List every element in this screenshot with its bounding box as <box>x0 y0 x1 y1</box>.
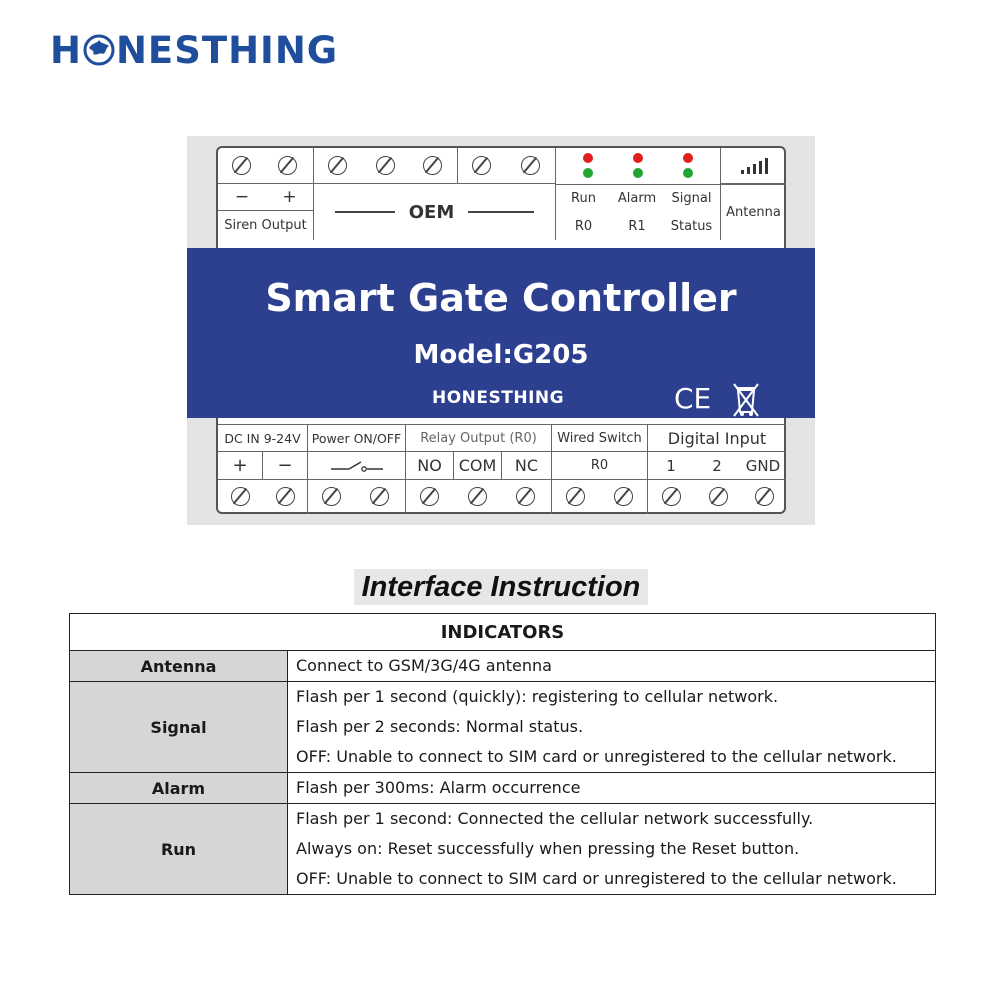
dc-plus-label: + <box>218 452 263 480</box>
siren-output-label: Siren Output <box>218 210 314 240</box>
indicator-description <box>288 651 936 682</box>
screw-terminal <box>521 156 540 175</box>
power-label: Power ON/OFF <box>308 424 406 452</box>
relay-nc-label: NC <box>502 452 552 480</box>
screw-terminal <box>516 487 535 506</box>
table-row <box>70 651 936 682</box>
digital-input-1-label: 1 <box>648 452 694 480</box>
screw-terminal <box>468 487 487 506</box>
relay-output-label: Relay Output (R0) <box>406 424 552 452</box>
description-line: Flash per 1 second (quickly): registering to cellular network. <box>296 687 779 706</box>
terminal-group-dc <box>218 480 308 514</box>
signal-bars-icon <box>720 148 786 184</box>
indicator-name: Alarm <box>70 773 288 804</box>
r0-label-top: R0 <box>574 218 593 234</box>
description-line: OFF: Unable to connect to SIM card or unregistered to the cellular network. <box>296 869 897 888</box>
terminal-group-wired <box>552 480 648 514</box>
led-group <box>556 148 720 184</box>
description-line: Flash per 1 second: Connected the cellular network successfully. <box>296 809 814 828</box>
globe-icon <box>83 34 115 66</box>
table-row <box>70 804 936 895</box>
siren-minus-label: − <box>234 187 250 207</box>
digital-input-2-label: 2 <box>694 452 740 480</box>
antenna-label: Antenna <box>720 184 786 240</box>
run-label: Run <box>556 184 611 212</box>
oem-area <box>314 184 556 240</box>
screw-terminal <box>662 487 681 506</box>
indicator-name: Antenna <box>70 651 288 682</box>
siren-plus-label: + <box>266 184 314 210</box>
screw-terminal <box>276 487 295 506</box>
screw-terminal <box>755 487 774 506</box>
device-diagram <box>187 136 815 525</box>
digital-input-gnd-label: GND <box>740 452 786 480</box>
screw-terminal <box>370 487 389 506</box>
alarm-label: Alarm <box>611 184 663 212</box>
screw-terminal <box>232 156 251 175</box>
description-line: Connect to GSM/3G/4G antenna <box>296 656 552 675</box>
relay-no-label: NO <box>406 452 454 480</box>
screw-terminal <box>420 487 439 506</box>
oem-line-right <box>468 211 534 213</box>
terminal-group-power <box>308 480 406 514</box>
description-line: Flash per 300ms: Alarm occurrence <box>296 778 581 797</box>
product-banner <box>187 248 815 418</box>
r1-label-top: R1 <box>628 218 646 234</box>
oem-line-left <box>335 211 395 213</box>
indicator-description <box>288 773 936 804</box>
relay-com-label: COM <box>454 452 502 480</box>
signal-led-red <box>683 153 693 163</box>
wired-switch-r0-label: R0 <box>552 452 648 480</box>
screw-terminal <box>709 487 728 506</box>
screw-terminal <box>376 156 395 175</box>
screw-terminal <box>328 156 347 175</box>
dc-in-label: DC IN 9-24V <box>218 424 308 452</box>
table-header-row <box>70 614 936 651</box>
run-led-green <box>583 168 593 178</box>
table-header: INDICATORS <box>70 614 936 651</box>
indicator-name: Signal <box>70 682 288 773</box>
terminal-group-oem-a <box>314 148 458 184</box>
indicator-description <box>288 682 936 773</box>
wired-switch-label: Wired Switch <box>552 424 648 452</box>
alarm-led-green <box>633 168 643 178</box>
switch-icon <box>327 459 387 473</box>
signal-strength-icon <box>739 158 769 174</box>
screw-terminal <box>322 487 341 506</box>
indicator-description <box>288 804 936 895</box>
screw-terminal <box>472 156 491 175</box>
product-model: Model:G205 <box>413 340 589 370</box>
oem-label: OEM <box>408 201 455 223</box>
brand-logo <box>50 30 338 70</box>
digital-input-label: Digital Input <box>648 424 786 452</box>
product-title: Smart Gate Controller <box>265 276 737 320</box>
status-label: Status <box>670 218 713 234</box>
signal-label: Signal <box>663 184 720 212</box>
description-line: Flash per 2 seconds: Normal status. <box>296 717 584 736</box>
screw-terminal <box>566 487 585 506</box>
screw-terminal <box>231 487 250 506</box>
banner-brand: HONESTHING <box>432 388 565 408</box>
terminal-group-digital <box>648 480 786 514</box>
logo-text-left: H <box>50 28 82 72</box>
table-row <box>70 773 936 804</box>
screw-terminal <box>423 156 442 175</box>
power-switch-symbol <box>308 452 406 480</box>
terminal-group-siren <box>218 148 314 184</box>
dc-minus-label: − <box>263 452 308 480</box>
description-line: Always on: Reset successfully when pressing the Reset button. <box>296 839 800 858</box>
description-line: OFF: Unable to connect to SIM card or unregistered to the cellular network. <box>296 747 897 766</box>
signal-led-green <box>683 168 693 178</box>
terminal-group-relay <box>406 480 552 514</box>
instruction-title: Interface Instruction <box>354 569 648 605</box>
indicator-name: Run <box>70 804 288 895</box>
logo-text-right: NESTHING <box>115 28 339 72</box>
ce-mark: CE <box>674 382 712 415</box>
run-led-red <box>583 153 593 163</box>
screw-terminal <box>614 487 633 506</box>
weee-bin-icon <box>731 380 761 424</box>
terminal-group-oem-b <box>458 148 556 184</box>
indicators-table <box>69 613 936 895</box>
alarm-led-red <box>633 153 643 163</box>
screw-terminal <box>278 156 297 175</box>
table-row <box>70 682 936 773</box>
